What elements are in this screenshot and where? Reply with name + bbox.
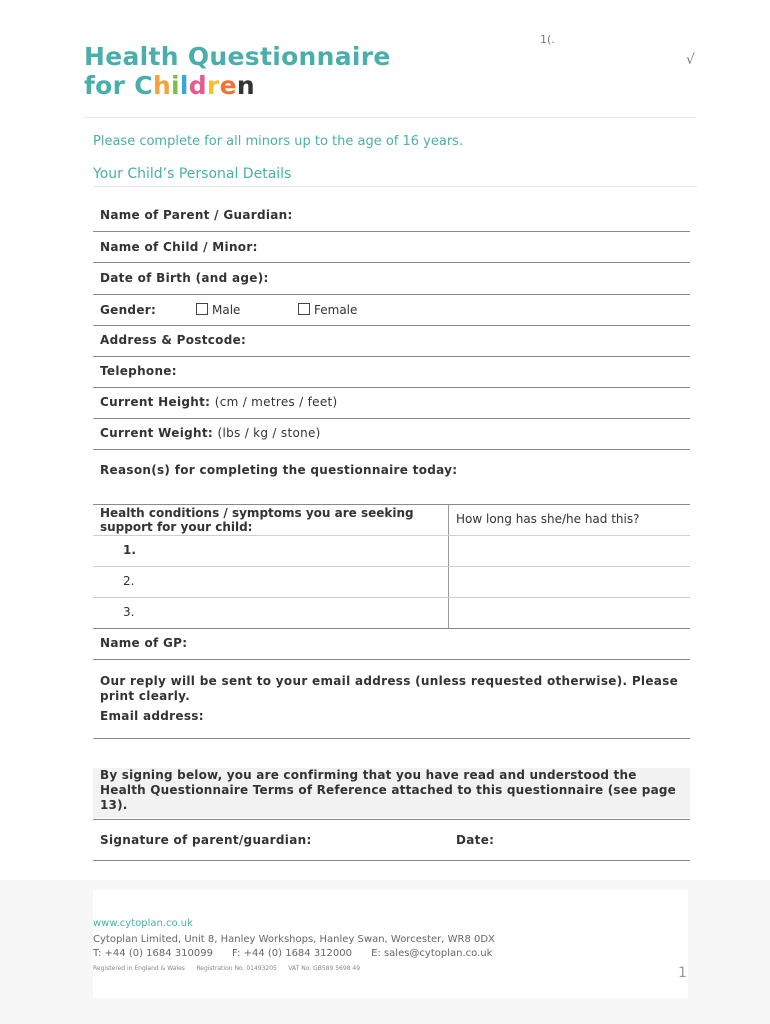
address-field[interactable] [93, 356, 690, 357]
table-header-divider [93, 535, 690, 536]
header-divider [84, 117, 696, 118]
dob-field[interactable] [93, 294, 690, 295]
male-checkbox[interactable] [196, 303, 208, 315]
reason-label: Reason(s) for completing the questionnaire today: [100, 463, 458, 477]
height-label-text: Current Height: [100, 395, 211, 409]
dob-label: Date of Birth (and age): [100, 271, 269, 285]
table-bottom-rule [93, 628, 690, 629]
page-title [84, 42, 391, 100]
email-note: Our reply will be sent to your email address (unless requested otherwise). Please print clearly. [100, 674, 679, 703]
male-label: Male [212, 303, 241, 317]
title-prefix: for C [84, 71, 153, 100]
title-letter: e [219, 71, 237, 100]
date-label: Date: [456, 833, 495, 847]
footer-legal: Registered in England & Wales Registration No. 01493205 VAT No. GB589 5698 49 [93, 965, 361, 972]
condition-row-2[interactable]: 2. [123, 574, 135, 588]
signature-field[interactable] [93, 860, 690, 861]
title-letter: h [152, 71, 172, 100]
gp-field[interactable] [93, 659, 690, 660]
table-row-divider [93, 566, 690, 567]
title-letter: l [179, 71, 189, 100]
parent-name-label: Name of Parent / Guardian: [100, 208, 293, 222]
title-line-2 [84, 71, 391, 100]
email-label: Email address: [100, 709, 204, 723]
table-row-divider [93, 597, 690, 598]
weight-label-text: Current Weight: [100, 426, 214, 440]
address-label: Address & Postcode: [100, 333, 247, 347]
weight-field[interactable] [93, 449, 690, 450]
header-mark-right: √ [686, 52, 695, 68]
child-name-label: Name of Child / Minor: [100, 240, 258, 254]
gender-male-option[interactable] [196, 303, 240, 317]
gender-label: Gender: [100, 303, 157, 317]
female-checkbox[interactable] [298, 303, 310, 315]
weight-label [100, 426, 321, 440]
parent-name-field[interactable] [93, 231, 690, 232]
header-mark-left: 1(. [540, 33, 555, 46]
title-letter: d [188, 71, 207, 100]
duration-header: How long has she/he had this? [456, 512, 640, 526]
condition-row-3[interactable]: 3. [123, 605, 135, 619]
title-line-1: Health Questionnaire [84, 42, 391, 71]
gender-female-option[interactable] [298, 303, 357, 317]
female-label: Female [314, 303, 358, 317]
height-label [100, 395, 338, 409]
child-name-field[interactable] [93, 262, 690, 263]
title-letter: i [171, 71, 180, 100]
section-divider [93, 186, 697, 187]
title-letter: r [207, 71, 220, 100]
height-units: (cm / metres / feet) [214, 395, 338, 409]
section-title: Your Child’s Personal Details [93, 166, 292, 182]
conditions-header: Health conditions / symptoms you are seeking support for your child: [100, 506, 414, 534]
reason-field[interactable] [93, 504, 690, 505]
footer-address: Cytoplan Limited, Unit 8, Hanley Workshops, Hanley Swan, Worcester, WR8 0DX [93, 934, 495, 945]
signature-label: Signature of parent/guardian: [100, 833, 312, 847]
consent-text: By signing below, you are confirming that you have read and understood the Health Questionnaire Terms of Reference attached to this questionnaire (see page 13). [100, 768, 677, 812]
footer-website-link[interactable]: www.cytoplan.co.uk [93, 918, 193, 929]
gender-divider [93, 325, 690, 326]
height-field[interactable] [93, 418, 690, 419]
gp-label: Name of GP: [100, 636, 188, 650]
telephone-label: Telephone: [100, 364, 177, 378]
footer-contact: T: +44 (0) 1684 310099 F: +44 (0) 1684 312000 E: sales@cytoplan.co.uk [93, 948, 493, 959]
weight-units: (lbs / kg / stone) [217, 426, 321, 440]
intro-text: Please complete for all minors up to the age of 16 years. [93, 134, 464, 149]
page-number: 1 [678, 965, 687, 981]
telephone-field[interactable] [93, 387, 690, 388]
email-field[interactable] [93, 738, 690, 739]
title-letter: n [236, 71, 256, 100]
condition-row-1[interactable]: 1. [123, 543, 136, 557]
consent-divider [93, 819, 690, 820]
